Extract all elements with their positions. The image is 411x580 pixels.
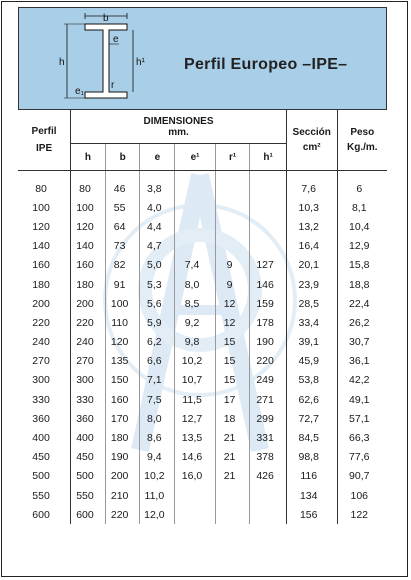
cell-perfil: 270 xyxy=(32,355,50,368)
cell-r1 xyxy=(215,171,249,199)
cell-e1 xyxy=(175,505,216,524)
cell-e: 6,6 xyxy=(140,352,175,371)
cell-e: 11,0 xyxy=(140,486,175,505)
cell-seccion: 23,9 xyxy=(286,275,337,294)
cell-seccion: 16,4 xyxy=(286,237,337,256)
cell-peso: 6 xyxy=(337,171,387,199)
cell-peso: 12,9 xyxy=(337,237,387,256)
cell-perfil: 220 xyxy=(32,316,50,329)
cell-r1: 15 xyxy=(215,352,249,371)
cell-e: 10,2 xyxy=(140,467,175,486)
cell-r1: 9 xyxy=(215,275,249,294)
col-peso-header xyxy=(337,110,387,171)
cell-peso: 36,1 xyxy=(337,352,387,371)
table-row xyxy=(18,371,387,390)
cell-perfil: 450 xyxy=(32,451,50,464)
cell-h1 xyxy=(250,237,287,256)
cell-seccion: 134 xyxy=(286,486,337,505)
table-row xyxy=(18,171,387,199)
cell-e: 4,4 xyxy=(140,217,175,236)
diagram-label-h1: h¹ xyxy=(136,57,145,68)
cell-r1: 21 xyxy=(215,448,249,467)
cell-h: 160 xyxy=(71,256,106,275)
diagram-label-b: b xyxy=(103,13,109,24)
cell-h1 xyxy=(250,217,287,236)
cell-h1: 190 xyxy=(250,333,287,352)
cell-e: 5,0 xyxy=(140,256,175,275)
cell-e1 xyxy=(175,171,216,199)
cell-r1 xyxy=(215,505,249,524)
cell-perfil: 500 xyxy=(32,470,50,483)
cell-e: 12,0 xyxy=(140,505,175,524)
cell-b: 210 xyxy=(105,486,140,505)
cell-seccion: 53,8 xyxy=(286,371,337,390)
cell-e1 xyxy=(175,198,216,217)
cell-peso: 22,4 xyxy=(337,294,387,313)
cell-perfil: 550 xyxy=(32,489,50,502)
cell-perfil: 100 xyxy=(32,201,50,214)
cell-h: 120 xyxy=(71,217,106,236)
cell-e1: 9,2 xyxy=(175,313,216,332)
table-row xyxy=(18,505,387,524)
cell-e: 5,6 xyxy=(140,294,175,313)
diagram-label-h: h xyxy=(59,57,65,68)
cell-b: 150 xyxy=(105,371,140,390)
cell-peso: 8,1 xyxy=(337,198,387,217)
cell-b: 100 xyxy=(105,294,140,313)
cell-h1: 331 xyxy=(250,428,287,447)
col-seccion-unit: cm² xyxy=(302,142,321,153)
cell-b: 160 xyxy=(105,390,140,409)
col-e1-header: e¹ xyxy=(175,144,216,171)
cell-e1 xyxy=(175,217,216,236)
cell-b: 82 xyxy=(105,256,140,275)
cell-seccion: 10,3 xyxy=(286,198,337,217)
cell-peso: 66,3 xyxy=(337,428,387,447)
cell-b: 110 xyxy=(105,313,140,332)
col-perfil-header xyxy=(18,110,71,171)
cell-perfil: 300 xyxy=(32,374,50,387)
cell-seccion: 116 xyxy=(286,467,337,486)
cell-b: 200 xyxy=(105,467,140,486)
cell-h: 240 xyxy=(71,333,106,352)
cell-h: 270 xyxy=(71,352,106,371)
col-b-header: b xyxy=(105,144,140,171)
cell-seccion: 33,4 xyxy=(286,313,337,332)
cell-b: 170 xyxy=(105,409,140,428)
cell-peso: 18,8 xyxy=(337,275,387,294)
cell-e: 7,1 xyxy=(140,371,175,390)
cell-h1: 299 xyxy=(250,409,287,428)
cell-h1: 426 xyxy=(250,467,287,486)
cell-h1: 146 xyxy=(250,275,287,294)
cell-seccion: 84,5 xyxy=(286,428,337,447)
cell-peso: 26,2 xyxy=(337,313,387,332)
cell-h: 140 xyxy=(71,237,106,256)
cell-b: 180 xyxy=(105,428,140,447)
cell-e: 8,6 xyxy=(140,428,175,447)
cell-r1 xyxy=(215,217,249,236)
cell-e1: 12,7 xyxy=(175,409,216,428)
table-row xyxy=(18,313,387,332)
table-row xyxy=(18,333,387,352)
dimensions-group-header xyxy=(71,110,287,144)
cell-perfil: 160 xyxy=(32,259,50,272)
cell-perfil: 120 xyxy=(32,220,50,233)
cell-h1 xyxy=(250,171,287,199)
table-row xyxy=(18,467,387,486)
cell-peso: 49,1 xyxy=(337,390,387,409)
col-peso-label: Peso xyxy=(350,127,375,138)
cell-r1: 21 xyxy=(215,467,249,486)
table-row xyxy=(18,237,387,256)
cell-seccion: 62,6 xyxy=(286,390,337,409)
cell-e1: 10,2 xyxy=(175,352,216,371)
cell-peso: 106 xyxy=(337,486,387,505)
cell-e1: 16,0 xyxy=(175,467,216,486)
col-e-header: e xyxy=(140,144,175,171)
cell-seccion: 72,7 xyxy=(286,409,337,428)
cell-perfil: 200 xyxy=(32,297,50,310)
cell-h: 180 xyxy=(71,275,106,294)
cell-h1: 378 xyxy=(250,448,287,467)
cell-seccion: 28,5 xyxy=(286,294,337,313)
cell-seccion: 156 xyxy=(286,505,337,524)
cell-h: 450 xyxy=(71,448,106,467)
cell-h1: 220 xyxy=(250,352,287,371)
cell-e: 5,9 xyxy=(140,313,175,332)
table-row xyxy=(18,275,387,294)
cell-h: 100 xyxy=(71,198,106,217)
col-perfil-sub: IPE xyxy=(36,143,53,154)
cell-e1: 10,7 xyxy=(175,371,216,390)
cell-seccion: 20,1 xyxy=(286,256,337,275)
cell-e: 4,7 xyxy=(140,237,175,256)
table-row xyxy=(18,294,387,313)
cell-e1: 8,5 xyxy=(175,294,216,313)
cell-e: 6,2 xyxy=(140,333,175,352)
cell-h: 550 xyxy=(71,486,106,505)
ipe-profile-table xyxy=(18,110,387,524)
cell-h: 600 xyxy=(71,505,106,524)
cell-r1: 21 xyxy=(215,428,249,447)
cell-e1: 13,5 xyxy=(175,428,216,447)
cell-h1 xyxy=(250,198,287,217)
cell-r1: 15 xyxy=(215,333,249,352)
page-title: Perfil Europeo –IPE– xyxy=(184,56,348,73)
table-row xyxy=(18,198,387,217)
col-h1-header: h¹ xyxy=(250,144,287,171)
col-seccion-label: Sección xyxy=(292,127,331,138)
ipe-profile-diagram xyxy=(37,10,157,108)
cell-b: 46 xyxy=(105,171,140,199)
table-row xyxy=(18,486,387,505)
cell-peso: 90,7 xyxy=(337,467,387,486)
cell-r1: 9 xyxy=(215,256,249,275)
dimensions-label: DIMENSIONES xyxy=(143,115,214,127)
cell-r1: 17 xyxy=(215,390,249,409)
cell-h: 80 xyxy=(71,171,106,199)
cell-b: 120 xyxy=(105,333,140,352)
cell-h1: 178 xyxy=(250,313,287,332)
cell-h: 330 xyxy=(71,390,106,409)
cell-e: 4,0 xyxy=(140,198,175,217)
cell-perfil: 400 xyxy=(32,432,50,445)
cell-e1 xyxy=(175,237,216,256)
cell-e: 5,3 xyxy=(140,275,175,294)
diagram-label-e: e xyxy=(113,34,119,45)
table-row xyxy=(18,428,387,447)
cell-b: 135 xyxy=(105,352,140,371)
cell-r1: 12 xyxy=(215,313,249,332)
cell-r1 xyxy=(215,237,249,256)
cell-perfil: 140 xyxy=(32,240,50,253)
cell-e1: 14,6 xyxy=(175,448,216,467)
cell-seccion: 98,8 xyxy=(286,448,337,467)
col-h-header: h xyxy=(71,144,106,171)
table-row xyxy=(18,409,387,428)
cell-b: 220 xyxy=(105,505,140,524)
cell-peso: 42,2 xyxy=(337,371,387,390)
cell-b: 64 xyxy=(105,217,140,236)
cell-b: 55 xyxy=(105,198,140,217)
cell-h1: 249 xyxy=(250,371,287,390)
table-row xyxy=(18,352,387,371)
cell-e1: 7,4 xyxy=(175,256,216,275)
cell-e: 9,4 xyxy=(140,448,175,467)
cell-peso: 10,4 xyxy=(337,217,387,236)
cell-peso: 122 xyxy=(337,505,387,524)
title-banner xyxy=(18,7,387,110)
cell-h1 xyxy=(250,486,287,505)
cell-r1: 18 xyxy=(215,409,249,428)
cell-seccion: 45,9 xyxy=(286,352,337,371)
cell-e1: 8,0 xyxy=(175,275,216,294)
cell-h1: 271 xyxy=(250,390,287,409)
cell-peso: 57,1 xyxy=(337,409,387,428)
cell-r1 xyxy=(215,486,249,505)
cell-peso: 77,6 xyxy=(337,448,387,467)
cell-h: 300 xyxy=(71,371,106,390)
cell-seccion: 13,2 xyxy=(286,217,337,236)
col-perfil-label: Perfil xyxy=(31,126,57,137)
cell-h: 360 xyxy=(71,409,106,428)
cell-perfil: 600 xyxy=(32,508,50,521)
diagram-label-r: r xyxy=(111,80,115,91)
table-row xyxy=(18,256,387,275)
cell-b: 190 xyxy=(105,448,140,467)
table-row xyxy=(18,448,387,467)
col-r1-header: r¹ xyxy=(215,144,249,171)
cell-h1: 159 xyxy=(250,294,287,313)
col-peso-unit: Kg./m. xyxy=(346,142,378,153)
cell-e1 xyxy=(175,486,216,505)
cell-perfil: 240 xyxy=(32,336,50,349)
cell-b: 91 xyxy=(105,275,140,294)
cell-h1 xyxy=(250,505,287,524)
cell-e1: 9,8 xyxy=(175,333,216,352)
cell-peso: 15,8 xyxy=(337,256,387,275)
cell-b: 73 xyxy=(105,237,140,256)
cell-e1: 11,5 xyxy=(175,390,216,409)
cell-r1: 15 xyxy=(215,371,249,390)
cell-r1 xyxy=(215,198,249,217)
cell-seccion: 7,6 xyxy=(286,171,337,199)
cell-h: 200 xyxy=(71,294,106,313)
cell-e: 3,8 xyxy=(140,171,175,199)
cell-e: 8,0 xyxy=(140,409,175,428)
diagram-label-e1: e₁ xyxy=(75,86,84,97)
cell-perfil: 180 xyxy=(32,278,50,291)
cell-perfil: 80 xyxy=(35,182,47,195)
cell-r1: 12 xyxy=(215,294,249,313)
cell-h: 500 xyxy=(71,467,106,486)
cell-h1: 127 xyxy=(250,256,287,275)
cell-peso: 30,7 xyxy=(337,333,387,352)
cell-h: 400 xyxy=(71,428,106,447)
cell-perfil: 360 xyxy=(32,412,50,425)
table-row xyxy=(18,217,387,236)
dimensions-units: mm. xyxy=(168,126,189,138)
col-seccion-header xyxy=(286,110,337,171)
cell-h: 220 xyxy=(71,313,106,332)
cell-perfil: 330 xyxy=(32,393,50,406)
cell-e: 7,5 xyxy=(140,390,175,409)
table-row xyxy=(18,390,387,409)
cell-seccion: 39,1 xyxy=(286,333,337,352)
